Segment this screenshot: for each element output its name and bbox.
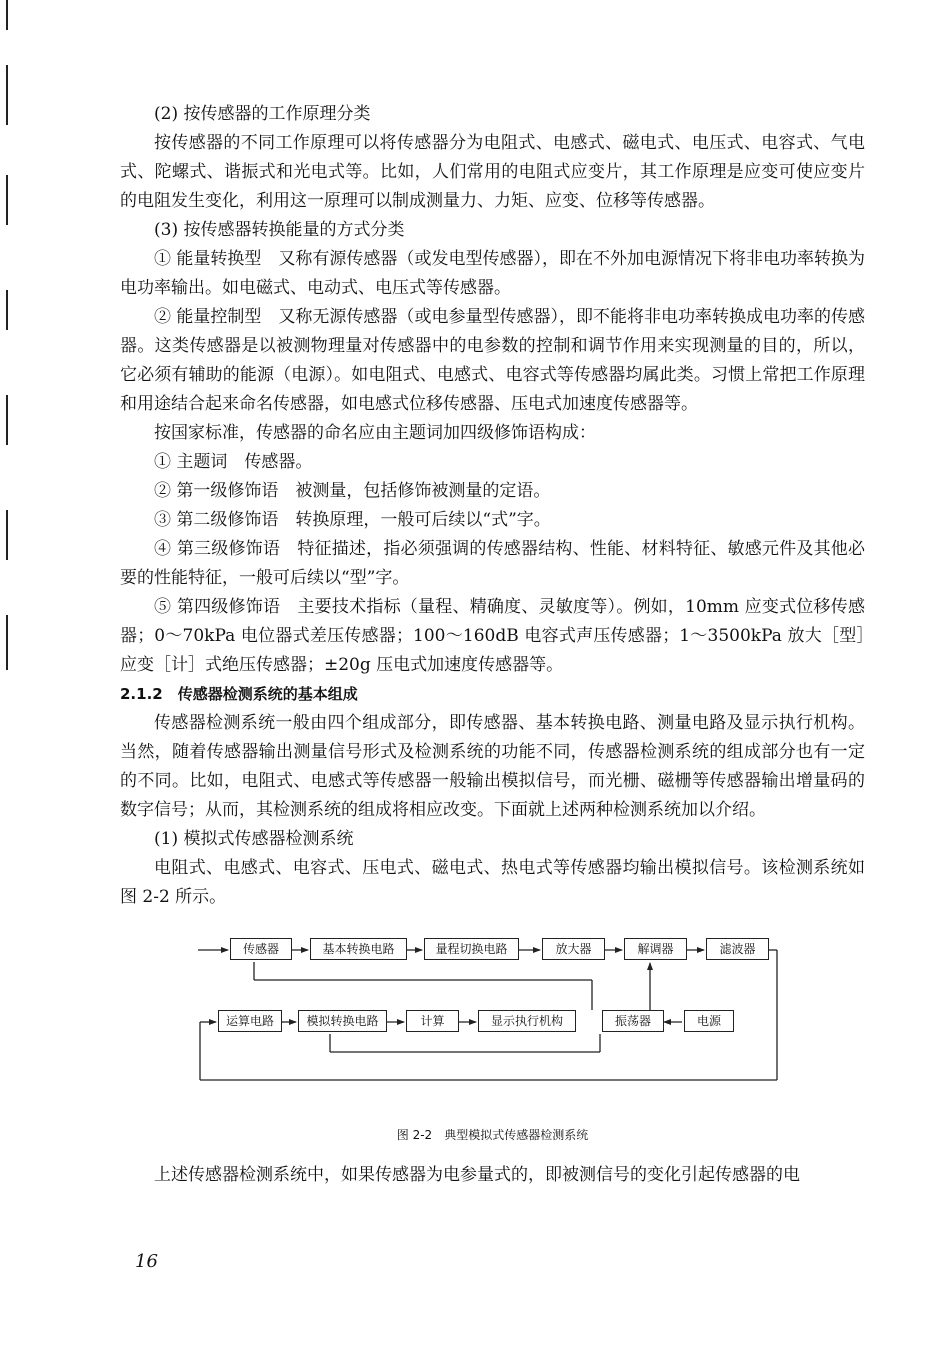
- amplifier-box: 放大器: [542, 938, 605, 960]
- binding-mark: [6, 175, 8, 225]
- page-body: [120, 100, 865, 1190]
- binding-mark: [6, 615, 8, 670]
- paragraph: 按传感器的不同工作原理可以将传感器分为电阻式、电感式、磁电式、电压式、电容式、气电式、陀螺式、谐振式和光电式等。比如，人们常用的电阻式应变片，其工作原理是应变可使应变片的电阻发生变化，利用这一原理可以制成测量力、力矩、应变、位移等传感器。: [120, 133, 865, 211]
- demodulator-box: 解调器: [624, 938, 687, 960]
- oscillator-box: 振荡器: [602, 1010, 664, 1032]
- power-supply-box: 电源: [684, 1010, 734, 1032]
- list-item: ② 第一级修饰语 被测量，包括修饰被测量的定语。: [154, 481, 551, 501]
- sensor-box: 传感器: [230, 938, 292, 960]
- paragraph: ② 能量控制型 又称无源传感器（或电参量型传感器），即不能将非电功率转换成电功率的传感器。这类传感器是以被测物理量对传感器中的电参数的控制和调节作用来实现测量的目的，所以，它必须有辅助的能源（电源）。如电阻式、电感式、电容式等传感器均属此类。习惯上常把工作原理和用途结合起来命名传感器，如电感式位移传感器、压电式加速度传感器等。: [120, 307, 865, 414]
- binding-mark: [6, 0, 8, 30]
- binding-mark: [6, 65, 8, 125]
- filter-box: 滤波器: [706, 938, 769, 960]
- figure-caption: 图 2-2 典型模拟式传感器检测系统: [396, 1128, 589, 1142]
- block-diagram: [120, 930, 865, 1120]
- binding-mark: [6, 290, 8, 330]
- paragraph: 上述传感器检测系统中，如果传感器为电参量式的，即被测信号的变化引起传感器的电: [154, 1165, 800, 1185]
- binding-mark: [6, 510, 8, 560]
- subheading-energy-conversion: (3) 按传感器转换能量的方式分类: [154, 220, 405, 240]
- paragraph: 按国家标准，传感器的命名应由主题词加四级修饰语构成：: [154, 423, 596, 443]
- binding-mark: [6, 395, 8, 445]
- section-heading: 2.1.2 传感器检测系统的基本组成: [120, 685, 358, 703]
- paragraph: 电阻式、电感式、电容式、压电式、磁电式、热电式等传感器均输出模拟信号。该检测系统如图 2-2 所示。: [120, 858, 865, 907]
- subheading-analog-system: (1) 模拟式传感器检测系统: [154, 829, 354, 849]
- list-item: ⑤ 第四级修饰语 主要技术指标（量程、精确度、灵敏度等）。例如，10mm 应变式位移传感器；0～70kPa 电位器式差压传感器；100～160dB 电容式声压传感器；1～3500kPa 放大［型］应变［计］式绝压传感器；±20g 压电式加速度传感器等。: [120, 597, 865, 675]
- subheading-working-principle: (2) 按传感器的工作原理分类: [154, 104, 371, 124]
- range-switch-box: 量程切换电路: [424, 938, 519, 960]
- list-item: ① 主题词 传感器。: [154, 452, 313, 472]
- arithmetic-circuit-box: 运算电路: [218, 1010, 282, 1032]
- analog-conversion-box: 模拟转换电路: [298, 1010, 387, 1032]
- page-number: 16: [135, 1251, 158, 1272]
- list-item: ④ 第三级修饰语 特征描述，指必须强调的传感器结构、性能、材料特征、敏感元件及其他必要的性能特征，一般可后续以“型”字。: [120, 539, 865, 588]
- basic-conversion-box: 基本转换电路: [310, 938, 407, 960]
- compute-box: 计算: [406, 1010, 459, 1032]
- display-actuator-box: 显示执行机构: [478, 1010, 576, 1032]
- paragraph: 传感器检测系统一般由四个组成部分，即传感器、基本转换电路、测量电路及显示执行机构。当然，随着传感器输出测量信号形式及检测系统的功能不同，传感器检测系统的组成部分也有一定的不同。比如，电阻式、电感式等传感器一般输出模拟信号，而光栅、磁栅等传感器输出增量码的数字信号；从而，其检测系统的组成将相应改变。下面就上述两种检测系统加以介绍。: [120, 713, 865, 820]
- list-item: ③ 第二级修饰语 转换原理，一般可后续以“式”字。: [154, 510, 551, 530]
- paragraph: ① 能量转换型 又称有源传感器（或发电型传感器），即在不外加电源情况下将非电功率转换为电功率输出。如电磁式、电动式、电压式等传感器。: [120, 249, 865, 298]
